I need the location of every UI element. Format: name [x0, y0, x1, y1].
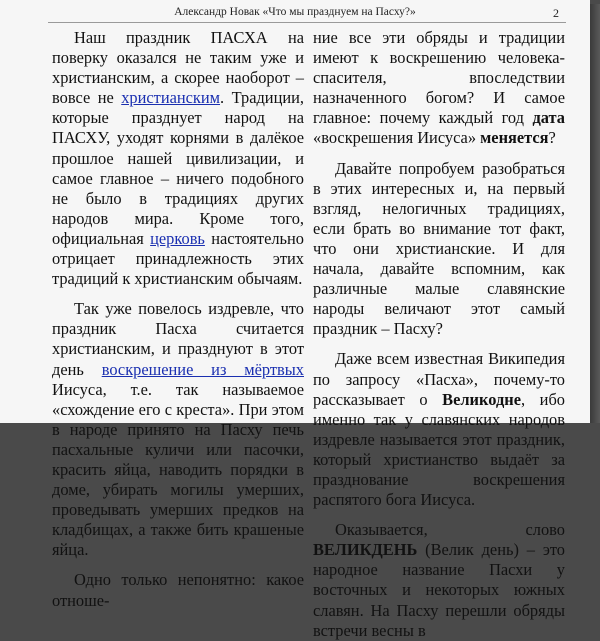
running-header: Александр Новак «Что мы празднуем на Пасху?»	[174, 6, 416, 18]
right-column	[313, 28, 565, 641]
paragraph	[52, 299, 304, 560]
left-column	[52, 28, 304, 611]
page-number: 2	[553, 6, 559, 20]
paragraph	[313, 520, 565, 641]
paragraph	[52, 570, 304, 610]
bold-term: Великодне	[442, 389, 521, 409]
header-rule	[48, 22, 566, 23]
bold-term: дата	[532, 108, 565, 128]
paragraph	[313, 349, 565, 510]
text-run: ние все эти обряды и традиции имеют к воскрешению человека-спасителя, впоследствии назначенного богом? И самое главное: почему каждый год	[313, 28, 565, 128]
text-run: Так уже повелось издревле, что праздник Пасха считается христианским, и празднуют в этот день	[52, 299, 304, 379]
text-run: Одно только непонятно: какое отноше-	[52, 570, 304, 610]
text-run: настоятельно отрицает принадлежность этих традиций к христианским обычаям.	[52, 228, 304, 289]
paragraph	[52, 28, 304, 289]
text-run: Иисуса, т.е. так называемое «схождение его с креста». При этом в народе принято на Пасху печь пасхальные куличи или пасочки, красить яйца, наводить порядки в доме, убирать могилы умерших, проведывать умерших предков на кладбищах, а также бить крашеные яйца.	[52, 379, 304, 560]
paragraph	[313, 159, 565, 340]
paragraph	[313, 28, 565, 149]
text-run: Давайте попробуем разобраться в этих интересных и, на первый взгляд, нелогичных традициях, если брать во внимание тот факт, что они христианские. И для начала, давайте вспомним, как различные малые славянские народы величают этот самый праздник – Пасху?	[313, 158, 565, 339]
text-run: Наш праздник ПАСХА на поверку оказался не таким уже и христианским, а скорее наоборот – вовсе не	[52, 28, 304, 108]
text-run: «воскрешения Иисуса»	[313, 128, 481, 148]
text-run: Даже всем известная Википедия по запросу «Пасха», почему-то рассказывает о	[313, 349, 565, 409]
text-run: . Традиции, которые празднует народ на ПАСХУ, уходят корнями в далёкое прошлое нашей цивилизации, и самое главное – ничего подобного не было в традициях других народов мира. Кроме того, официальная	[52, 88, 304, 248]
bold-term: меняется	[480, 128, 549, 148]
link-resurrection[interactable]: воскрешение из мёртвых	[101, 359, 304, 379]
page-shadow	[590, 4, 600, 423]
bold-term: ВЕЛИКДЕНЬ	[313, 540, 418, 560]
text-run: Оказывается, слово	[335, 520, 565, 540]
text-run: (Велик день) – это народное название Пасхи у восточных и некоторых южных славян. На Пасху перешли обряды встречи весны в	[313, 540, 565, 640]
text-run: ?	[548, 128, 556, 148]
link-christian[interactable]: христианским	[121, 88, 221, 108]
text-run: , ибо именно так у славянских народов издревле называется этот праздник, который христианство выдаёт за празднование воскрешения распятого бога Иисуса.	[313, 389, 565, 510]
link-church[interactable]: церковь	[150, 228, 205, 248]
